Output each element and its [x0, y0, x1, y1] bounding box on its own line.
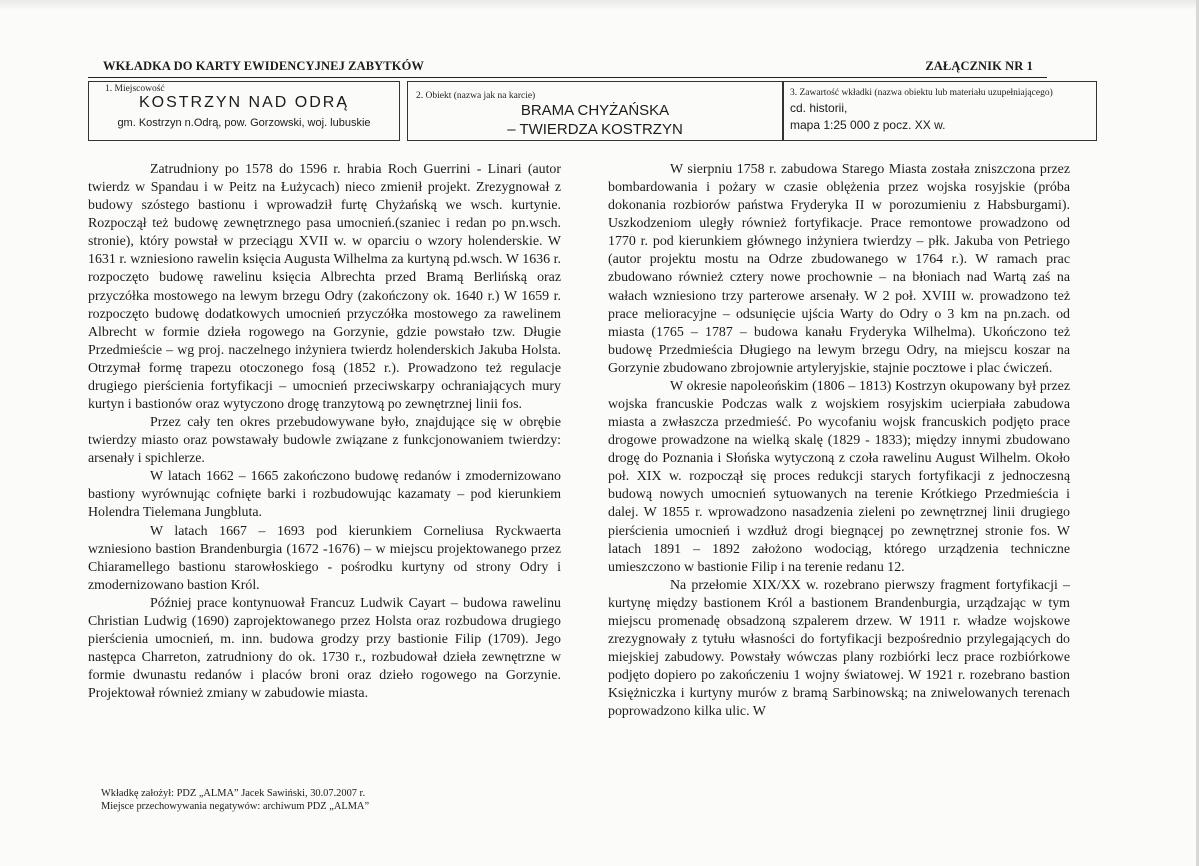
location-admin: gm. Kostrzyn n.Odrą, pow. Gorzowski, woj. lubuskie: [117, 117, 371, 129]
object-field: [407, 81, 783, 141]
object-name-line1: BRAMA CHYŻAŃSKA: [520, 102, 670, 119]
location-field: [88, 81, 400, 141]
document-header: [103, 59, 1033, 75]
right-paragraph: W okresie napoleońskim (1806 – 1813) Kostrzyn okupowany był przez wojska francuskie Podczas walk z wojskiem rosyjskim ucierpiała zabudowa miasta a zwłaszcza przedmieść. Po wycofaniu wojsk francuskich podjęto prace drogowe prowadzone na wielką skalę (1829 - 1833); między innymi zbudowano drogę do Poznania i Słońska wytyczoną z czoła rawelinu August Wilhelm. Około poł. XIX w. rozpoczął się proces redukcji starych fortyfikacji z jednoczesną budową nowych umocnień sytuowanych na terenie Krótkiego Przedmieścia i dalej. W 1855 r. wprowadzono nasadzenia zieleni po zewnętrznej linii drugiego pierścienia umocnień i wzdłuż drogi biegnącej po zewnętrznej stronie fos. W latach 1891 – 1892 założono wodociąg, którego urządzenia techniczne umieszczono w bastionie Filip i na terenie redanu 12.: [608, 378, 1070, 575]
right-paragraph: W sierpniu 1758 r. zabudowa Starego Miasta została zniszczona przez bombardowania i pożary w czasie oblężenia przez wojska rosyjskie (próba dokonania rozbiorów państwa Fryderyka II w porozumieniu z Habsburgami). Uszkodzeniom uległy również fortyfikacje. Prace remontowe prowadzono od 1770 r. pod kierunkiem głównego inżyniera twierdzy – płk. Jakuba von Petriego (autor projektu mostu na Odrze zbudowanego w 1764 r.). W ramach prac zbudowano również cztery nowe prochownie – na błoniach nad Wartą zaś na wałach wzniesiono trzy parterowe arsenały. W 2 poł. XVIII w. prowadzono też prace melioracyjne – odsunięcie ujścia Warty do Odry o 3 km na pn.zach. od miasta (1765 – 1787 – budowa kanału Fryderyka Wilhelma). Ukończono też budowę Przedmieścia Długiego na lewym brzegu Odry, na miejscu koszar na Gorzynie zbudowano zbrojownie artyleryjskie, stajnie pocztowe i plac ćwiczeń.: [608, 162, 1070, 376]
document-title: WKŁADKA DO KARTY EWIDENCYJNEJ ZABYTKÓW: [103, 59, 424, 73]
header-rule: [88, 77, 1047, 78]
location-caption: 1. Miejscowość: [105, 84, 165, 94]
document-footer: [101, 787, 369, 813]
location-name: KOSTRZYN NAD ODRĄ: [138, 94, 349, 111]
content-line1: cd. historii,: [790, 101, 848, 115]
left-paragraph: W latach 1662 – 1665 zakończono budowę redanów i zmodernizowano bastiony wyrównując cofnięte barki i rozbudowując kazamaty – pod kierunkiem Holendra Tielemana Jungbluta.: [88, 469, 561, 521]
right-paragraph: Na przełomie XIX/XX w. rozebrano pierwszy fragment fortyfikacji – kurtynę między bastionem Król a bastionem Brandenburgia, urządzając w tym miejscu promenadę obsadzoną szpalerem drzew. W 1911 r. władze wojskowe zrezygnowały z tytułu własności do fortyfikacji bezpośrednio przylegających do miejskiej zabudowy. Powstały wówczas plany rozbiórki lecz prace rozbiórkowe podjęto dopiero po zakończeniu 1 wojny światowej. W 1921 r. rozebrano bastion Księżniczka i kurtyny murów z bramą Sarbinowską; na zniwelowanych terenach poprowadzono kilka ulic. W: [608, 577, 1070, 720]
page-top-edge: [0, 0, 1199, 10]
object-name-line2: – TWIERDZA KOSTRZYN: [507, 121, 683, 138]
left-paragraph: Zatrudniony po 1578 do 1596 r. hrabia Roch Guerrini - Linari (autor twierdz w Spandau i w Peitz na Łużycach) nieco zmienił projekt. Zrezygnował z budowy szóstego bastionu i wprowadził furtę Chyżańską we wsch. kurtynie. Rozpoczął też budowę zewnętrznego pasa umocnień.(szaniec i redan po pn.wsch. stronie), który powstał w przeciągu XVII w. w oparciu o wzory holenderskie. W 1631 r. wzniesiono rawelin księcia Augusta Wilhelma za kurtyną pd.wsch. W 1636 r. rozpoczęto budowę rawelinu księcia Albrechta przed Bramą Berlińską oraz przyczółka mostowego na lewym brzegu Odry (zakończony ok. 1640 r.) W 1659 r. rozpoczęto budowę dodatkowych umocnień przyczółka mostowego za rawelinem Albrecht w formie dzieła rogowego na Gorzynie, gdzie powstało tzw. Długie Przedmieście – wg proj. naczelnego inżyniera twierdz holenderskich Jakuba Holsta. Otrzymał formę trapezu otoczonego fosą (1852 r.). Prowadzono też regulacje drugiego pierścienia fortyfikacji – umocnień przeciwskarpy ochraniających mury kurtyn i bastionów oraz wytyczono drogę tranzytową po zewnętrznej linii fos.: [88, 162, 561, 413]
left-paragraph: Przez cały ten okres przebudowywane było, znajdujące się w obrębie twierdzy miasto oraz powstawały budowle związane z funkcjonowaniem twierdzy: arsenały i spichlerze.: [88, 415, 561, 467]
footer-author: Wkładkę założył: PDZ „ALMA” Jacek Sawiński, 30.07.2007 r.: [101, 788, 366, 799]
footer-storage: Miejsce przechowywania negatywów: archiwum PDZ „ALMA”: [101, 801, 370, 812]
right-text-column: [608, 161, 1070, 721]
content-field: [783, 81, 1097, 141]
content-caption: 3. Zawartość wkładki (nazwa obiektu lub materiału uzupełniającego): [790, 88, 1053, 98]
left-paragraph: W latach 1667 – 1693 pod kierunkiem Corneliusa Ryckwaerta wzniesiono bastion Brandenburgia (1672 -1676) – w miejscu projektowanego przez Chiaramellego bastionu starowłoskiego - pośrodku kurtyny od strony Odry i zmodernizowano bastion Król.: [88, 523, 561, 593]
left-text-column: [88, 161, 561, 703]
object-caption: 2. Obiekt (nazwa jak na karcie): [416, 91, 536, 101]
annex-number: ZAŁĄCZNIK NR 1: [925, 59, 1033, 73]
content-line2: mapa 1:25 000 z pocz. XX w.: [790, 118, 946, 132]
left-paragraph: Później prace kontynuował Francuz Ludwik Cayart – budowa rawelinu Christian Ludwig (1690) zaprojektowanego przez Holsta oraz rozbudowa drugiego pierścienia umocnień, m. inn. budowa grodzy przy bastionie Filip (1709). Jego następca Charreton, zatrudniony do ok. 1730 r., rozbudował dzieła zewnętrzne w formie dwunastu redanów i placów broni oraz dzieło rogowego na Gorzynie. Projektował również zmiany w zabudowie miasta.: [88, 595, 561, 702]
